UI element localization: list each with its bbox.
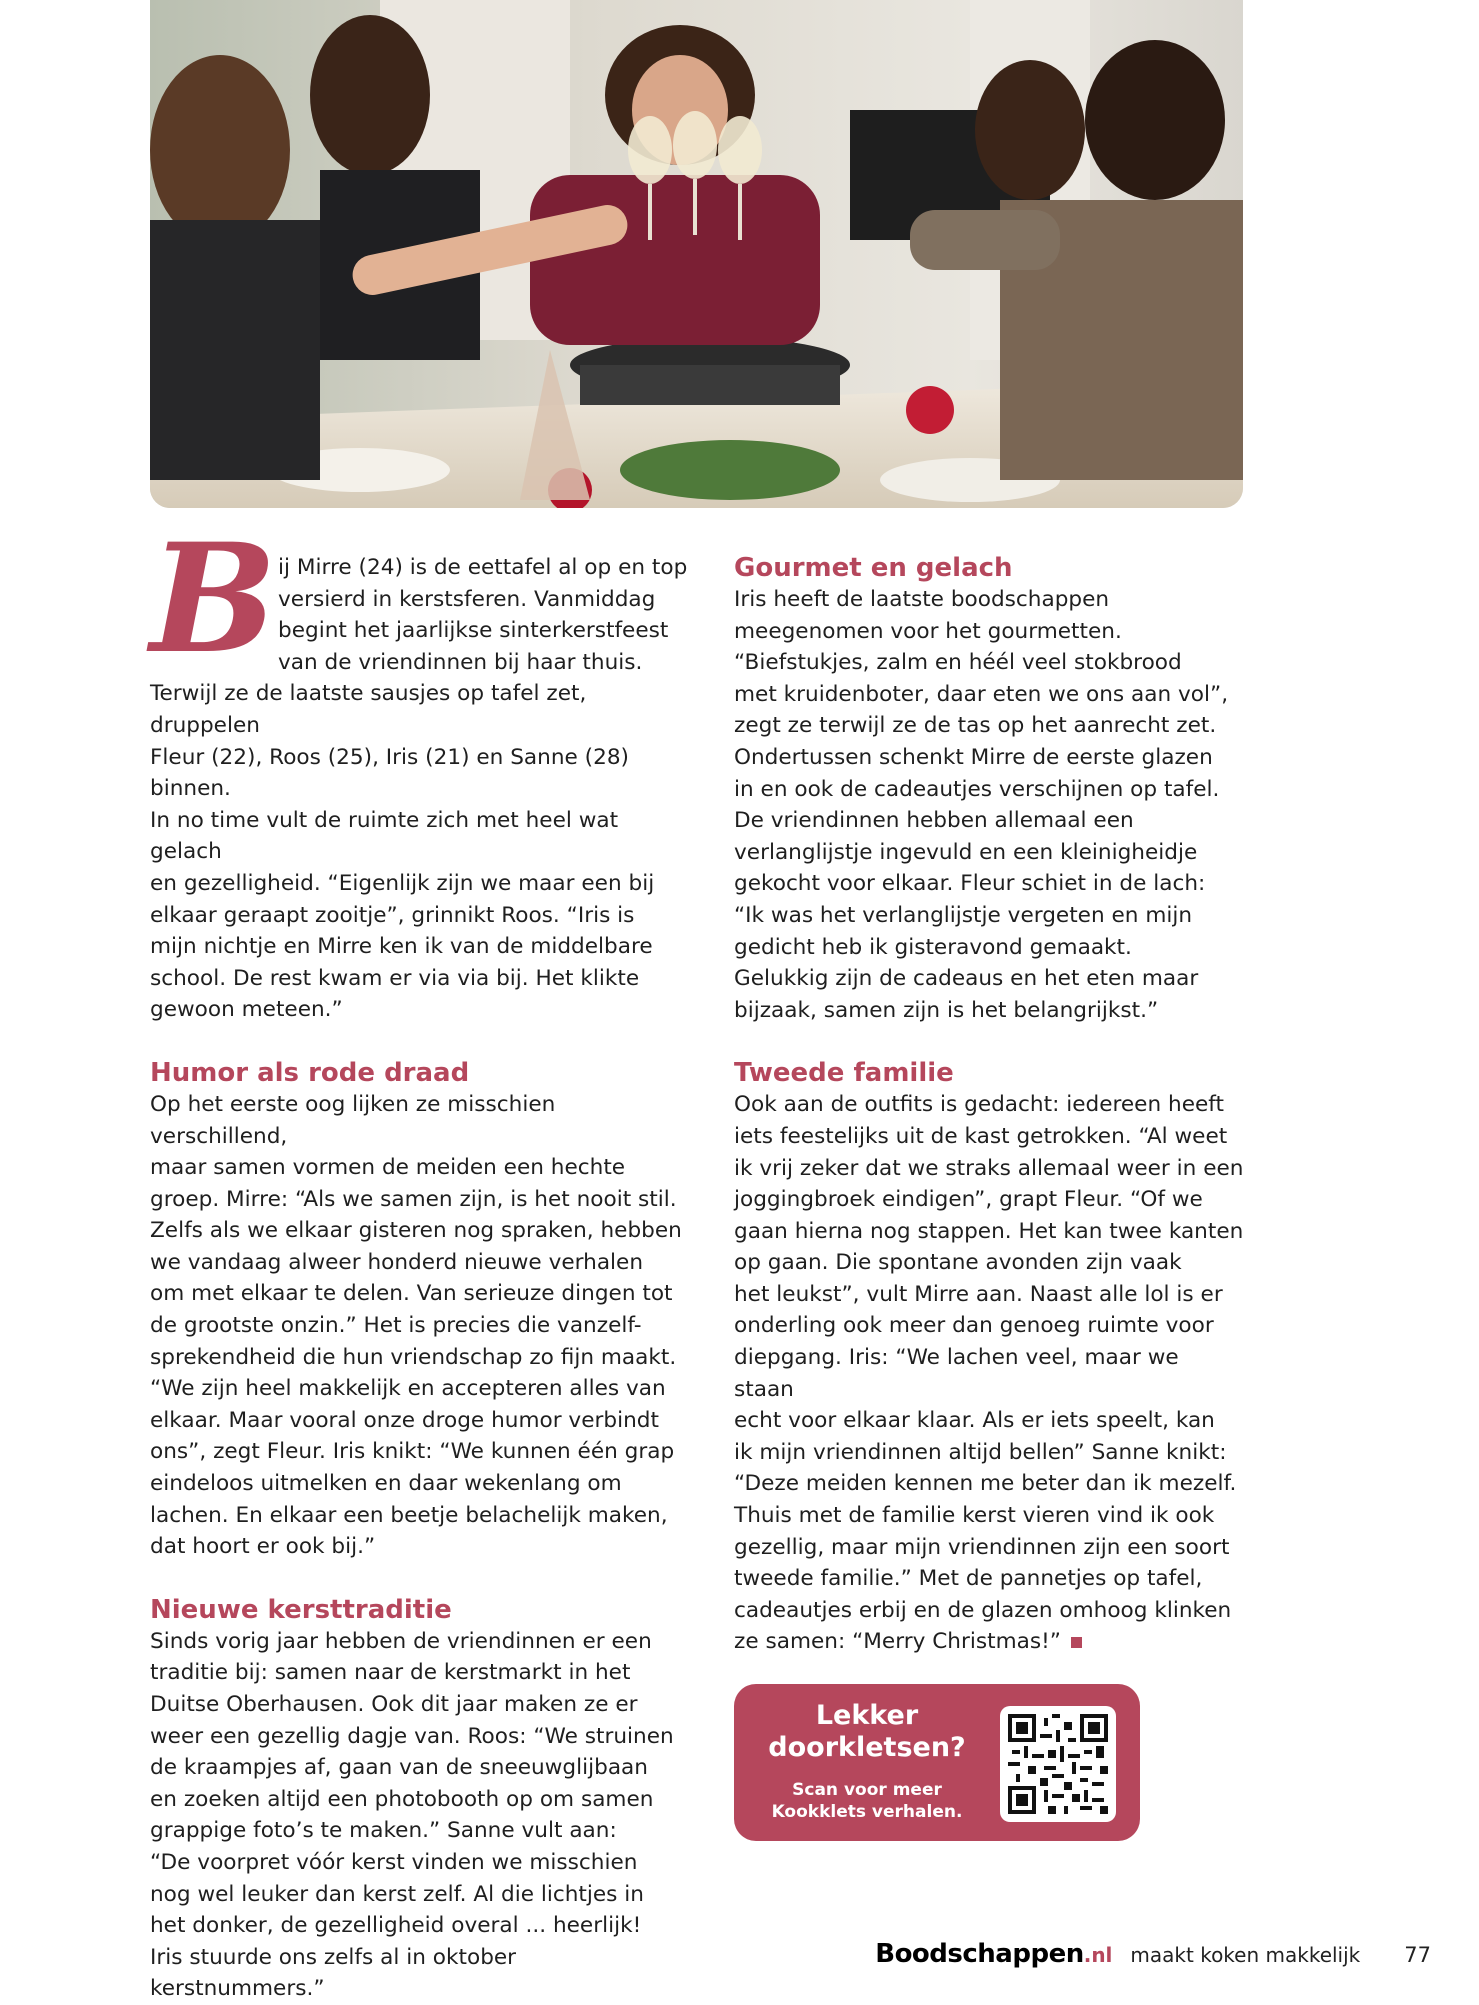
page-number: 77	[1404, 1943, 1431, 1967]
section-body-text: Ook aan de outfits is gedacht: iedereen heeft iets feestelijks uit de kast getrokken. “Al weet ik vrij zeker dat we straks allemaal weer in een joggingbroek eindigen”, grapt Fleur. “Of we gaan hierna nog stappen. Het kan twee kanten op gaan. Die spontane avonden zijn vaak het leukst”, vult Mirre aan. Naast alle lol is er onderling ook meer dan genoeg ruimte voor diepgang. Iris: “We lachen veel, maar we staan echt voor elkaar klaar. Als er iets speelt, kan ik mijn vriendinnen altijd bellen” Sanne knikt: “Deze meiden kennen me beter dan ik mezelf. Thuis met de familie kerst vieren vind ik ook gezellig, maar mijn vriendinnen zijn een soort tweede familie.” Met de pannetjes op tafel, cadeautjes erbij en de glazen omhoog klinken ze samen: “Merry Christmas!”	[734, 1092, 1244, 1655]
section-heading: Humor als rode draad	[150, 1057, 470, 1088]
drop-cap: B	[150, 511, 277, 687]
intro	[150, 511, 695, 1026]
qr-code-icon[interactable]	[1000, 1706, 1116, 1822]
page-footer	[875, 1939, 1431, 1975]
brand-name: Boodschappen	[875, 1939, 1084, 1969]
end-mark-icon	[1071, 1637, 1082, 1648]
section-body: Sinds vorig jaar hebben de vriendinnen er een traditie bij: samen naar de kerstmarkt in het Duitse Oberhausen. Ook dit jaar maken ze er weer een gezellig dagje van. Roos: “We struinen de kraampjes af, gaan van de sneeuwglijbaan en zoeken altijd een photobooth op om samen grappige foto’s te maken.” Sanne vult aan: “De voorpret vóór kerst vinden we misschien nog wel leuker dan kerst zelf. Al die lichtjes in het donker, de gezelligheid overal ... heerlijk! Iris stuurde ons zelfs al in oktober kerstnummers.”	[150, 1628, 674, 2002]
promo-subtitle: Scan voor meer Kookklets verhalen.	[771, 1780, 963, 1822]
section-body: Op het eerste oog lijken ze misschien verschillend, maar samen vormen de meiden een hechte groep. Mirre: “Als we samen zijn, is het nooit stil. Zelfs als we elkaar gisteren nog spraken, hebben we vandaag alweer honderd nieuwe verhalen om met elkaar te delen. Van serieuze dingen tot de grootste onzin.” Het is precies die vanzelf- sprekendheid die hun vriendschap zo fijn maakt. “We zijn heel makkelijk en accepteren alles van elkaar. Maar vooral onze droge humor verbindt ons”, zegt Fleur. Iris knikt: “We kunnen één grap eindeloos uitmelken en daar wekenlang om lachen. En elkaar een beetje belachelijk maken, dat hoort er ook bij.”	[150, 1091, 682, 1560]
section-heading: Gourmet en gelach	[734, 553, 1013, 583]
intro-indented-text: ij Mirre (24) is de eettafel al op en top versierd in kerstsferen. Vanmiddag begint het jaarlijkse sinterkerstfeest van de vriendinnen bij haar thuis.	[278, 555, 688, 675]
hero-photo	[150, 0, 1243, 508]
section-heading: Nieuwe kersttraditie	[150, 1594, 452, 1625]
section-body	[734, 1089, 1244, 1658]
left-column	[150, 511, 695, 2005]
section-heading: Tweede familie	[734, 1058, 954, 1089]
right-column	[734, 552, 1244, 1658]
section-body: Iris heeft de laatste boodschappen meegenomen voor het gourmetten. “Biefstukjes, zalm en héél veel stokbrood met kruidenboter, daar eten we ons aan vol”, zegt ze terwijl ze de tas op het aanrecht zet. Ondertussen schenkt Mirre de eerste glazen in en ook de cadeautjes verschijnen op tafel. De vriendinnen hebben allemaal een verlanglijstje ingevuld en een kleinigheidje gekocht voor elkaar. Fleur schiet in de lach: “Ik was het verlanglijstje vergeten en mijn gedicht heb ik gisteravond gemaakt. Gelukkig zijn de cadeaus en het eten maar bijzaak, samen zijn is het belangrijkst.”	[734, 587, 1229, 1023]
promo-title: Lekker doorkletsen?	[768, 1700, 966, 1763]
intro-text: Terwijl ze de laatste sausjes op tafel zet, druppelen Fleur (22), Roos (25), Iris (21) en Sanne (28) binnen. In no time vult de ruimte zich met heel wat gelach en gezelligheid. “Eigenlijk zijn we maar een bij elkaar geraapt zooitje”, grinnikt Roos. “Iris is mijn nichtje en Mirre ken ik van de middelbare school. De rest kwam er via via bij. Het klikte gewoon meteen.”	[150, 681, 655, 1023]
tagline: maakt koken makkelijk	[1130, 1943, 1361, 1967]
promo-card[interactable]	[734, 1684, 1140, 1841]
brand-logo	[875, 1939, 1112, 1969]
brand-suffix: .nl	[1083, 1943, 1113, 1967]
